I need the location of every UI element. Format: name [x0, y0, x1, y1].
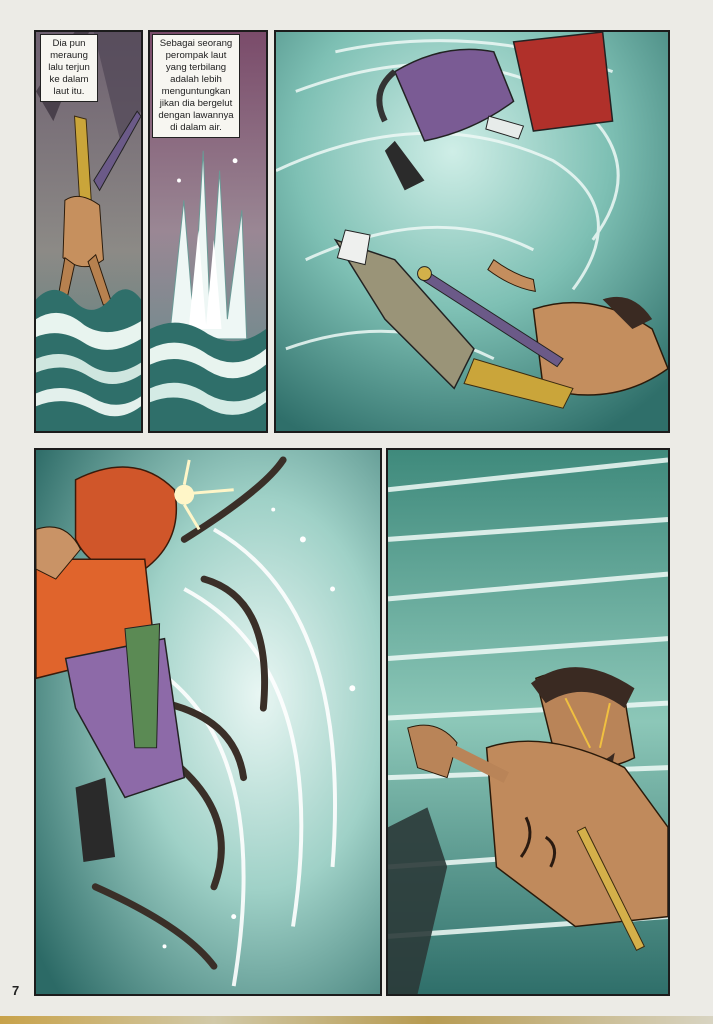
waves [36, 289, 141, 431]
caption-2-line-6: jikan dia bergelut [159, 98, 233, 109]
caption-1-line-5: laut itu. [53, 86, 85, 97]
panel-3-underwater-clash [274, 30, 670, 433]
panel-5-art [388, 450, 668, 994]
caption-2-line-7: dengan lawannya [158, 110, 234, 121]
caption-1-line-1: Dia pun [52, 38, 86, 49]
page-number: 7 [12, 983, 20, 998]
caption-1-line-2: meraung [50, 50, 88, 61]
waves [150, 323, 266, 431]
caption-2-line-3: yang terbilang [165, 62, 227, 73]
caption-box-1 [40, 34, 98, 102]
caption-2-line-2: perompak laut [165, 50, 227, 61]
panel-3-art [276, 32, 668, 431]
panel-4-art [36, 450, 380, 994]
page-bottom-edge [0, 1016, 713, 1024]
panel-5-pirate-storm [386, 448, 670, 996]
panel-1-dive [34, 30, 143, 433]
caption-2-line-8: di dalam air. [170, 122, 222, 133]
panel-4-warrior-slash [34, 448, 382, 996]
panel-2-splash [148, 30, 268, 433]
caption-2-line-5: menguntungkan [161, 86, 231, 97]
caption-box-2 [152, 34, 240, 138]
caption-1-line-3: lalu terjun [48, 62, 90, 73]
caption-2-line-1: Sebagai seorang [159, 38, 233, 49]
caption-1-line-4: ke dalam [49, 74, 89, 85]
caption-2-line-4: adalah lebih [170, 74, 222, 85]
